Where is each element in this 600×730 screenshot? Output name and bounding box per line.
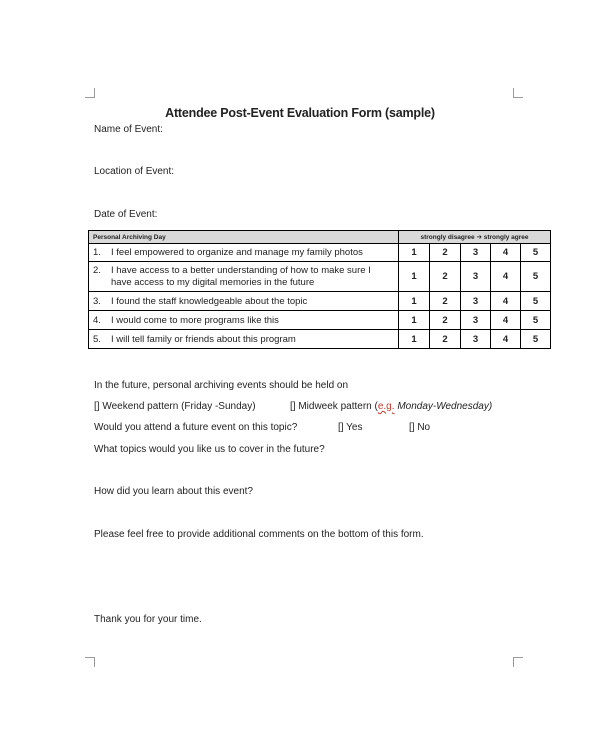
table-row <box>89 292 551 311</box>
rating-option-3[interactable]: 3 <box>461 292 491 311</box>
rating-option-3[interactable]: 3 <box>461 262 491 292</box>
example-open-paren: ( <box>374 401 378 412</box>
rating-option-4[interactable]: 4 <box>491 262 521 292</box>
question-number: 3. <box>93 295 101 307</box>
rating-option-1[interactable]: 1 <box>399 262 430 292</box>
rating-option-2[interactable]: 2 <box>430 244 461 262</box>
question-text: I will tell family or friends about this program <box>111 333 296 345</box>
rating-option-2[interactable]: 2 <box>430 262 461 292</box>
rating-option-2[interactable]: 2 <box>430 311 461 330</box>
midweek-example-text: Monday-Wednesday) <box>397 401 493 412</box>
rating-option-4[interactable]: 4 <box>491 330 521 349</box>
rating-option-1[interactable]: 1 <box>399 292 430 311</box>
rating-option-5[interactable]: 5 <box>521 330 551 349</box>
evaluation-table <box>88 230 551 349</box>
rating-option-1[interactable]: 1 <box>399 330 430 349</box>
table-header-label: Personal Archiving Day <box>89 231 399 244</box>
midweek-pattern-label: [] Midweek pattern <box>290 401 372 412</box>
form-title: Attendee Post-Event Evaluation Form (sample) <box>165 106 435 120</box>
question-number: 4. <box>93 314 101 326</box>
rating-option-2[interactable]: 2 <box>430 292 461 311</box>
attend-no-option[interactable]: [] No <box>409 422 431 433</box>
example-abbreviation: e.g. <box>377 401 395 412</box>
rating-option-2[interactable]: 2 <box>430 330 461 349</box>
scale-left-label: strongly disagree <box>420 234 475 241</box>
question-number: 5. <box>93 333 101 345</box>
arrow-right-icon: ➔ <box>476 234 482 241</box>
crop-mark-top-left <box>85 88 95 98</box>
future-events-prompt: In the future, personal archiving events should be held on <box>94 380 349 391</box>
crop-mark-bottom-left <box>85 657 95 667</box>
question-text: I would come to more programs like this <box>111 314 279 326</box>
attend-yes-option[interactable]: [] Yes <box>338 422 363 433</box>
table-row <box>89 262 551 292</box>
table-row <box>89 311 551 330</box>
rating-option-4[interactable]: 4 <box>491 292 521 311</box>
question-number: 1. <box>93 247 101 258</box>
table-row <box>89 244 551 262</box>
rating-option-3[interactable]: 3 <box>461 244 491 262</box>
question-text: I found the staff knowledgeable about the topic <box>111 295 308 307</box>
crop-mark-top-right <box>513 88 523 98</box>
rating-scale-header <box>399 231 551 244</box>
rating-option-1[interactable]: 1 <box>399 244 430 262</box>
midweek-pattern-option[interactable] <box>290 401 492 412</box>
attend-future-question: Would you attend a future event on this topic? <box>94 422 298 433</box>
topics-question: What topics would you like us to cover in the future? <box>94 444 325 455</box>
rating-option-4[interactable]: 4 <box>491 244 521 262</box>
event-location-label: Location of Event: <box>94 166 175 177</box>
rating-option-3[interactable]: 3 <box>461 311 491 330</box>
event-name-label: Name of Event: <box>94 124 163 135</box>
rating-option-5[interactable]: 5 <box>521 311 551 330</box>
rating-option-5[interactable]: 5 <box>521 292 551 311</box>
learn-about-question: How did you learn about this event? <box>94 486 253 497</box>
rating-option-4[interactable]: 4 <box>491 311 521 330</box>
crop-mark-bottom-right <box>513 657 523 667</box>
table-header-row <box>89 231 551 244</box>
rating-option-5[interactable]: 5 <box>521 244 551 262</box>
scale-right-label: strongly agree <box>483 234 529 241</box>
question-text: I have access to a better understanding of how to make sure I have access to my digital memories in the future <box>111 265 371 288</box>
comments-prompt: Please feel free to provide additional comments on the bottom of this form. <box>94 529 424 540</box>
table-row <box>89 330 551 349</box>
question-number: 2. <box>93 265 101 276</box>
rating-option-1[interactable]: 1 <box>399 311 430 330</box>
rating-option-5[interactable]: 5 <box>521 262 551 292</box>
rating-option-3[interactable]: 3 <box>461 330 491 349</box>
thank-you-text: Thank you for your time. <box>94 614 202 625</box>
question-text: I feel empowered to organize and manage my family photos <box>111 247 363 258</box>
event-date-label: Date of Event: <box>94 209 158 220</box>
weekend-pattern-option[interactable]: [] Weekend pattern (Friday -Sunday) <box>94 401 256 412</box>
